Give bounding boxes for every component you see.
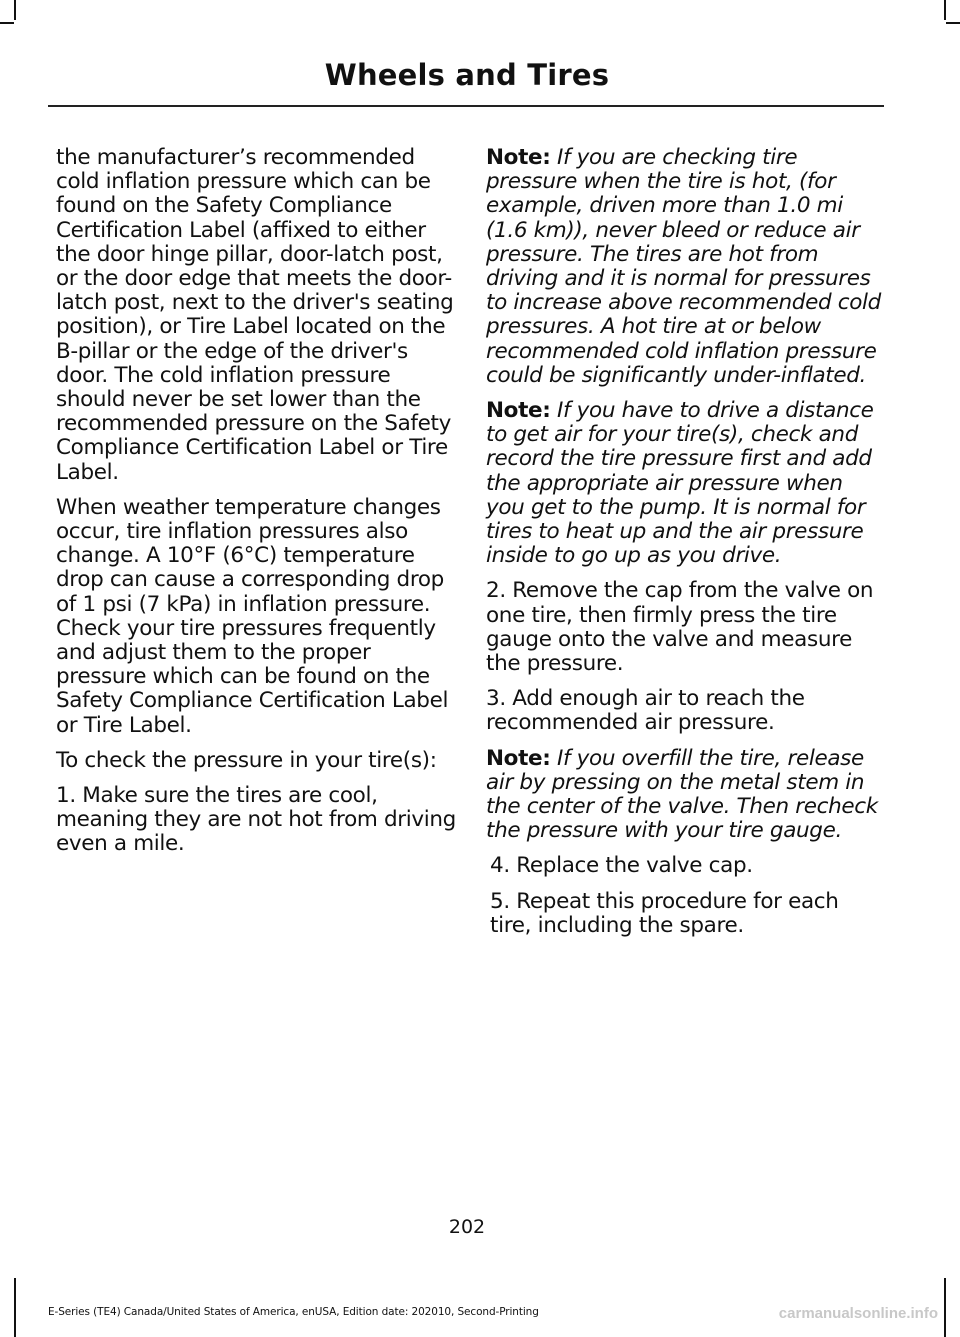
- note-label: Note:: [486, 745, 551, 771]
- left-column: [56, 146, 456, 868]
- note-drive-distance: [486, 399, 886, 568]
- crop-mark-top-left-vertical: [14, 0, 16, 20]
- page-title: Wheels and Tires: [324, 58, 610, 92]
- paragraph-weather-temperature: When weather temperature changes occur, tire inflation pressures also change. A 10°F (6°C) temperature drop can cause a corresponding drop of 1 psi (7 kPa) in inflation pressure. Check your tire pressures frequently and adjust them to the proper pressure which can be found on the Safety Compliance Certification Label or Tire Label.: [56, 494, 449, 738]
- crop-mark-top-right-vertical: [944, 0, 946, 20]
- note-label: Note:: [486, 398, 551, 424]
- right-column: [486, 146, 886, 949]
- crop-mark-top-right-horizontal: [946, 22, 960, 24]
- note-text: If you are checking tire pressure when the tire is hot, (for example, driven more than 1.0 mi (1.6 km)), never bleed or reduce air pressure. The tires are hot from driving and it is normal for pressures to increase above recommended cold pressures. A hot tire at or below recommended cold inflation pressure could be significantly under-inflated.: [486, 145, 881, 388]
- edition-footer: E-Series (TE4) Canada/United States of America, enUSA, Edition date: 202010, Second-Printing: [48, 1306, 539, 1318]
- step-4-replace-cap: 4. Replace the valve cap.: [490, 853, 753, 879]
- crop-mark-top-left-horizontal: [0, 22, 14, 24]
- paragraph-check-pressure-intro: To check the pressure in your tire(s):: [56, 747, 437, 773]
- watermark: carmanualsonline.info: [778, 1305, 938, 1322]
- note-overfill: [486, 747, 886, 844]
- header-divider: [48, 105, 884, 107]
- step-3-add-air: 3. Add enough air to reach the recommended air pressure.: [486, 686, 805, 736]
- crop-mark-bottom-right-vertical: [944, 1278, 946, 1337]
- paragraph-inflation-label: the manufacturer’s recommended cold inflation pressure which can be found on the Safety Compliance Certification Label (affixed to either the door hinge pillar, door-latch post, or the door edge that meets the door-latch post, next to the driver's seating position), or Tire Label located on the B-pillar or the edge of the driver's door. The cold inflation pressure should never be set lower than the recommended pressure on the Safety Compliance Certification Label or Tire Label.: [56, 145, 454, 485]
- crop-mark-bottom-left-vertical: [14, 1278, 16, 1337]
- page-number: 202: [448, 1216, 486, 1238]
- note-hot-tire: [486, 146, 886, 388]
- note-text: If you overfill the tire, release air by pressing on the metal stem in the center of the valve. Then recheck the pressure with your tire gauge.: [486, 745, 878, 844]
- note-text: If you have to drive a distance to get air for your tire(s), check and record the tire pressure first and add the appropriate air pressure when you get to the pump. It is normal for tires to heat up and the air pressure inside to go up as you drive.: [486, 398, 874, 569]
- step-5-repeat: 5. Repeat this procedure for each tire, including the spare.: [490, 888, 839, 938]
- step-2-remove-cap: 2. Remove the cap from the valve on one tire, then firmly press the tire gauge onto the valve and measure the pressure.: [486, 578, 874, 677]
- step-1-tires-cool: 1. Make sure the tires are cool, meaning they are not hot from driving even a mile.: [56, 783, 456, 857]
- note-label: Note:: [486, 145, 551, 170]
